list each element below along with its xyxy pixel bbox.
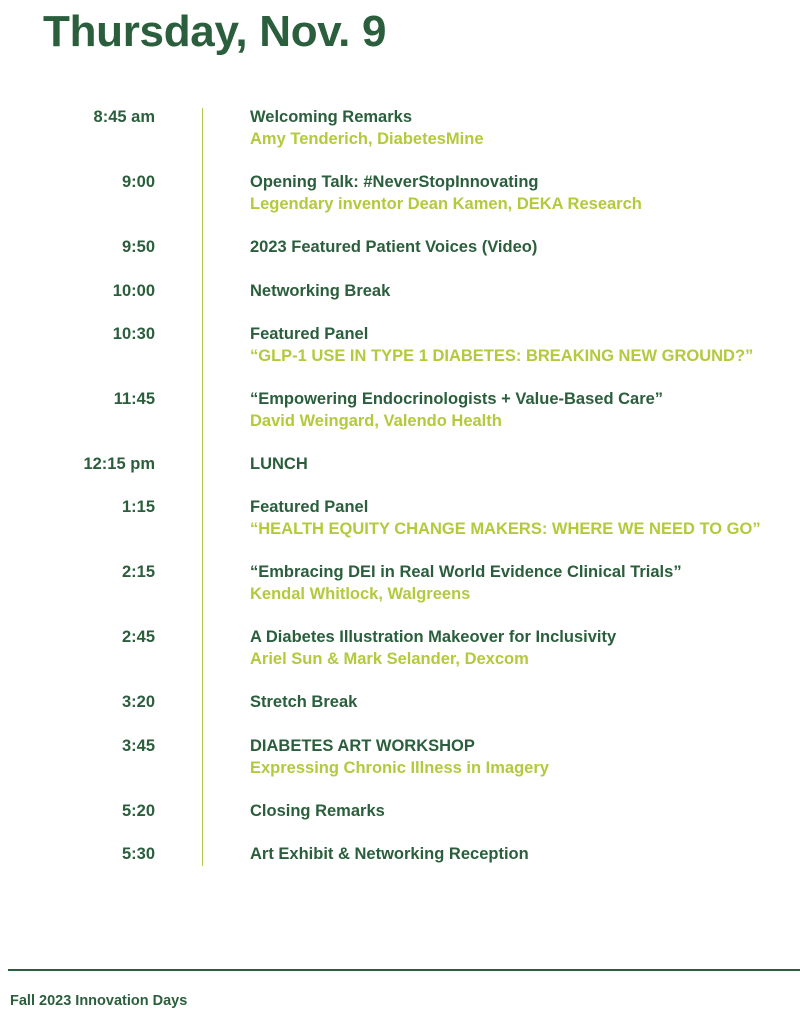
session-speaker: David Weingard, Valendo Health	[250, 412, 502, 430]
session-speaker: Amy Tenderich, DiabetesMine	[250, 130, 484, 148]
session-speaker: Ariel Sun & Mark Selander, Dexcom	[250, 650, 529, 668]
schedule-time: 5:20	[121, 802, 155, 820]
session-panel-topic: “GLP-1 USE IN TYPE 1 DIABETES: BREAKING NEW GROUND?”	[250, 347, 754, 365]
session-title: Welcoming Remarks	[250, 108, 413, 126]
session-title: Closing Remarks	[250, 802, 385, 820]
schedule-time: 2:15	[121, 563, 155, 581]
schedule-time: 3:45	[121, 737, 155, 755]
session-speaker: Legendary inventor Dean Kamen, DEKA Research	[250, 195, 642, 213]
session-title: Opening Talk: #NeverStopInnovating	[250, 173, 539, 191]
session-title: Featured Panel	[250, 325, 369, 343]
session-title: DIABETES ART WORKSHOP	[250, 737, 475, 755]
schedule-time: 8:45 am	[93, 108, 155, 126]
schedule-time: 5:30	[121, 845, 155, 863]
schedule-time: 11:45	[113, 390, 155, 408]
schedule-time: 3:20	[121, 693, 155, 711]
session-title: LUNCH	[250, 455, 308, 473]
session-title: “Embracing DEI in Real World Evidence Clinical Trials”	[250, 563, 682, 581]
session-title: Stretch Break	[250, 693, 358, 711]
schedule-time: 10:30	[112, 325, 155, 343]
page-title: Thursday, Nov. 9	[43, 7, 387, 56]
session-title: 2023 Featured Patient Voices (Video)	[250, 238, 538, 256]
schedule-time: 12:15 pm	[83, 455, 155, 473]
session-panel-topic: “HEALTH EQUITY CHANGE MAKERS: WHERE WE NEED TO GO”	[250, 520, 761, 538]
schedule-time: 9:00	[121, 173, 155, 191]
session-speaker: Kendal Whitlock, Walgreens	[250, 585, 471, 603]
schedule-time: 1:15	[121, 498, 155, 516]
session-title: Featured Panel	[250, 498, 369, 516]
session-title: Art Exhibit & Networking Reception	[250, 845, 529, 863]
schedule-time: 9:50	[121, 238, 155, 256]
schedule-time: 2:45	[121, 628, 155, 646]
footer-divider	[8, 969, 800, 971]
footer-label: Fall 2023 Innovation Days	[10, 993, 188, 1009]
schedule-time: 10:00	[112, 282, 155, 300]
session-description: Expressing Chronic Illness in Imagery	[250, 759, 549, 777]
session-title: A Diabetes Illustration Makeover for Inclusivity	[250, 628, 617, 646]
session-title: Networking Break	[250, 282, 391, 300]
session-title: “Empowering Endocrinologists + Value-Based Care”	[250, 390, 664, 408]
